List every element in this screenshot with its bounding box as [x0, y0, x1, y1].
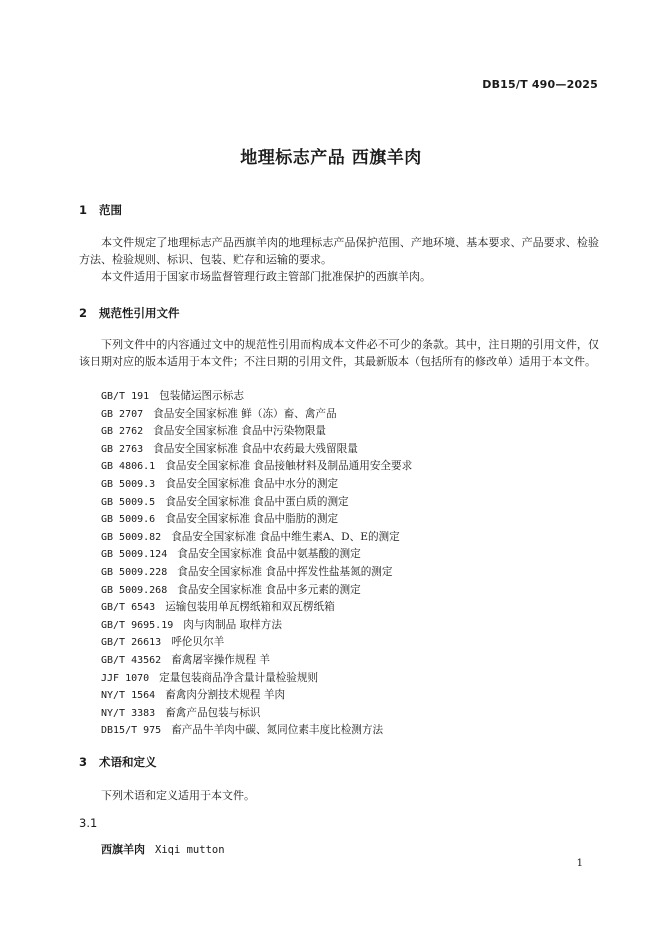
reference-item	[101, 599, 412, 617]
reference-item	[101, 511, 412, 529]
reference-code: NY/T 3383	[101, 707, 156, 719]
reference-title: 定量包装商品净含量计量检验规则	[159, 671, 319, 684]
subsection-number: 3.1	[79, 816, 98, 830]
reference-title: 畜禽屠宰操作规程 羊	[171, 653, 270, 666]
reference-title: 包装储运图示标志	[159, 390, 244, 402]
reference-code: GB 5009.5	[101, 496, 156, 508]
reference-code: GB/T 191	[101, 391, 150, 402]
section-title: 术语和定义	[99, 755, 157, 769]
reference-title: 畜禽产品包装与标识	[165, 706, 261, 719]
reference-item	[101, 652, 412, 670]
section-title: 范围	[99, 203, 122, 217]
reference-title: 食品安全国家标准 鲜（冻）畜、禽产品	[153, 407, 337, 420]
references-intro: 下列文件中的内容通过文中的规范性引用而构成本文件必不可少的条款。其中，注日期的引用文件，仅该日期对应的版本适用于本文件；不注日期的引用文件，其最新版本（包括所有的修改单）适用于本文件。	[79, 338, 599, 368]
reference-title: 运输包装用单瓦楞纸箱和双瓦楞纸箱	[165, 601, 335, 614]
reference-code: GB 5009.3	[101, 478, 156, 490]
reference-title: 食品安全国家标准 食品接触材料及制品通用安全要求	[165, 460, 413, 473]
reference-code: GB 5009.228	[101, 566, 168, 578]
reference-title: 食品安全国家标准 食品中蛋白质的测定	[165, 495, 349, 508]
reference-item	[101, 406, 412, 424]
reference-code: GB/T 26613	[101, 637, 162, 649]
reference-code: DB15/T 975	[101, 725, 162, 737]
reference-code: GB 2762	[101, 426, 144, 438]
reference-code: GB/T 6543	[101, 602, 156, 614]
reference-item	[101, 705, 412, 723]
reference-title: 畜产品牛羊肉中碳、氮同位素丰度比检测方法	[171, 724, 384, 737]
reference-title: 食品安全国家标准 食品中氨基酸的测定	[177, 548, 361, 561]
section-number: 2	[79, 306, 88, 320]
reference-code: GB 5009.124	[101, 549, 168, 561]
terms-intro: 下列术语和定义适用于本文件。	[101, 789, 255, 802]
reference-item	[101, 388, 412, 406]
term-english: Xiqi mutton	[155, 844, 225, 856]
reference-code: GB 4806.1	[101, 461, 156, 473]
reference-title: 食品安全国家标准 食品中水分的测定	[165, 477, 339, 490]
reference-title: 畜禽肉分割技术规程 羊肉	[165, 689, 286, 702]
reference-code: GB/T 9695.19	[101, 619, 174, 631]
reference-code: NY/T 1564	[101, 690, 156, 702]
reference-title: 食品安全国家标准 食品中挥发性盐基氮的测定	[177, 565, 393, 578]
reference-code: GB 5009.268	[101, 584, 168, 596]
reference-item	[101, 494, 412, 512]
term-chinese: 西旗羊肉	[101, 843, 145, 856]
reference-code: GB/T 43562	[101, 654, 162, 666]
reference-list	[101, 388, 412, 740]
reference-title: 食品安全国家标准 食品中多元素的测定	[177, 583, 361, 596]
reference-title: 食品安全国家标准 食品中脂肪的测定	[165, 513, 339, 526]
reference-title: 食品安全国家标准 食品中维生素A、D、E的测定	[171, 530, 400, 543]
reference-code: GB 2763	[101, 443, 144, 455]
reference-item	[101, 564, 412, 582]
term-entry	[101, 841, 225, 857]
reference-item	[101, 441, 412, 459]
reference-code: GB 5009.6	[101, 514, 156, 526]
reference-title: 食品安全国家标准 食品中污染物限量	[153, 425, 327, 438]
section-2-heading	[79, 305, 180, 321]
section-3-heading	[79, 754, 157, 770]
reference-title: 食品安全国家标准 食品中农药最大残留限量	[153, 442, 358, 455]
reference-item	[101, 582, 412, 600]
document-title: 地理标志产品 西旗羊肉	[240, 148, 422, 168]
reference-item	[101, 617, 412, 635]
reference-item	[101, 423, 412, 441]
reference-code: GB 5009.82	[101, 531, 162, 543]
reference-item	[101, 670, 412, 688]
reference-title: 肉与肉制品 取样方法	[183, 618, 282, 631]
reference-item	[101, 458, 412, 476]
scope-paragraph-1: 本文件规定了地理标志产品西旗羊肉的地理标志产品保护范围、产地环境、基本要求、产品要求、检验方法、检验规则、标识、包装、贮存和运输的要求。	[79, 236, 599, 266]
scope-paragraph-2: 本文件适用于国家市场监督管理行政主管部门批准保护的西旗羊肉。	[101, 270, 431, 283]
reference-item	[101, 529, 412, 547]
section-number: 3	[79, 755, 88, 769]
reference-item	[101, 546, 412, 564]
reference-code: GB 2707	[101, 408, 144, 420]
section-number: 1	[79, 203, 88, 217]
reference-code: JJF 1070	[101, 672, 150, 684]
standard-code: DB15/T 490—2025	[482, 78, 598, 91]
reference-item	[101, 634, 412, 652]
reference-title: 呼伦贝尔羊	[171, 636, 225, 649]
section-1-heading	[79, 202, 122, 218]
section-title: 规范性引用文件	[99, 306, 180, 320]
reference-item	[101, 476, 412, 494]
page-number: 1	[576, 858, 583, 869]
reference-item	[101, 722, 412, 740]
reference-item	[101, 687, 412, 705]
